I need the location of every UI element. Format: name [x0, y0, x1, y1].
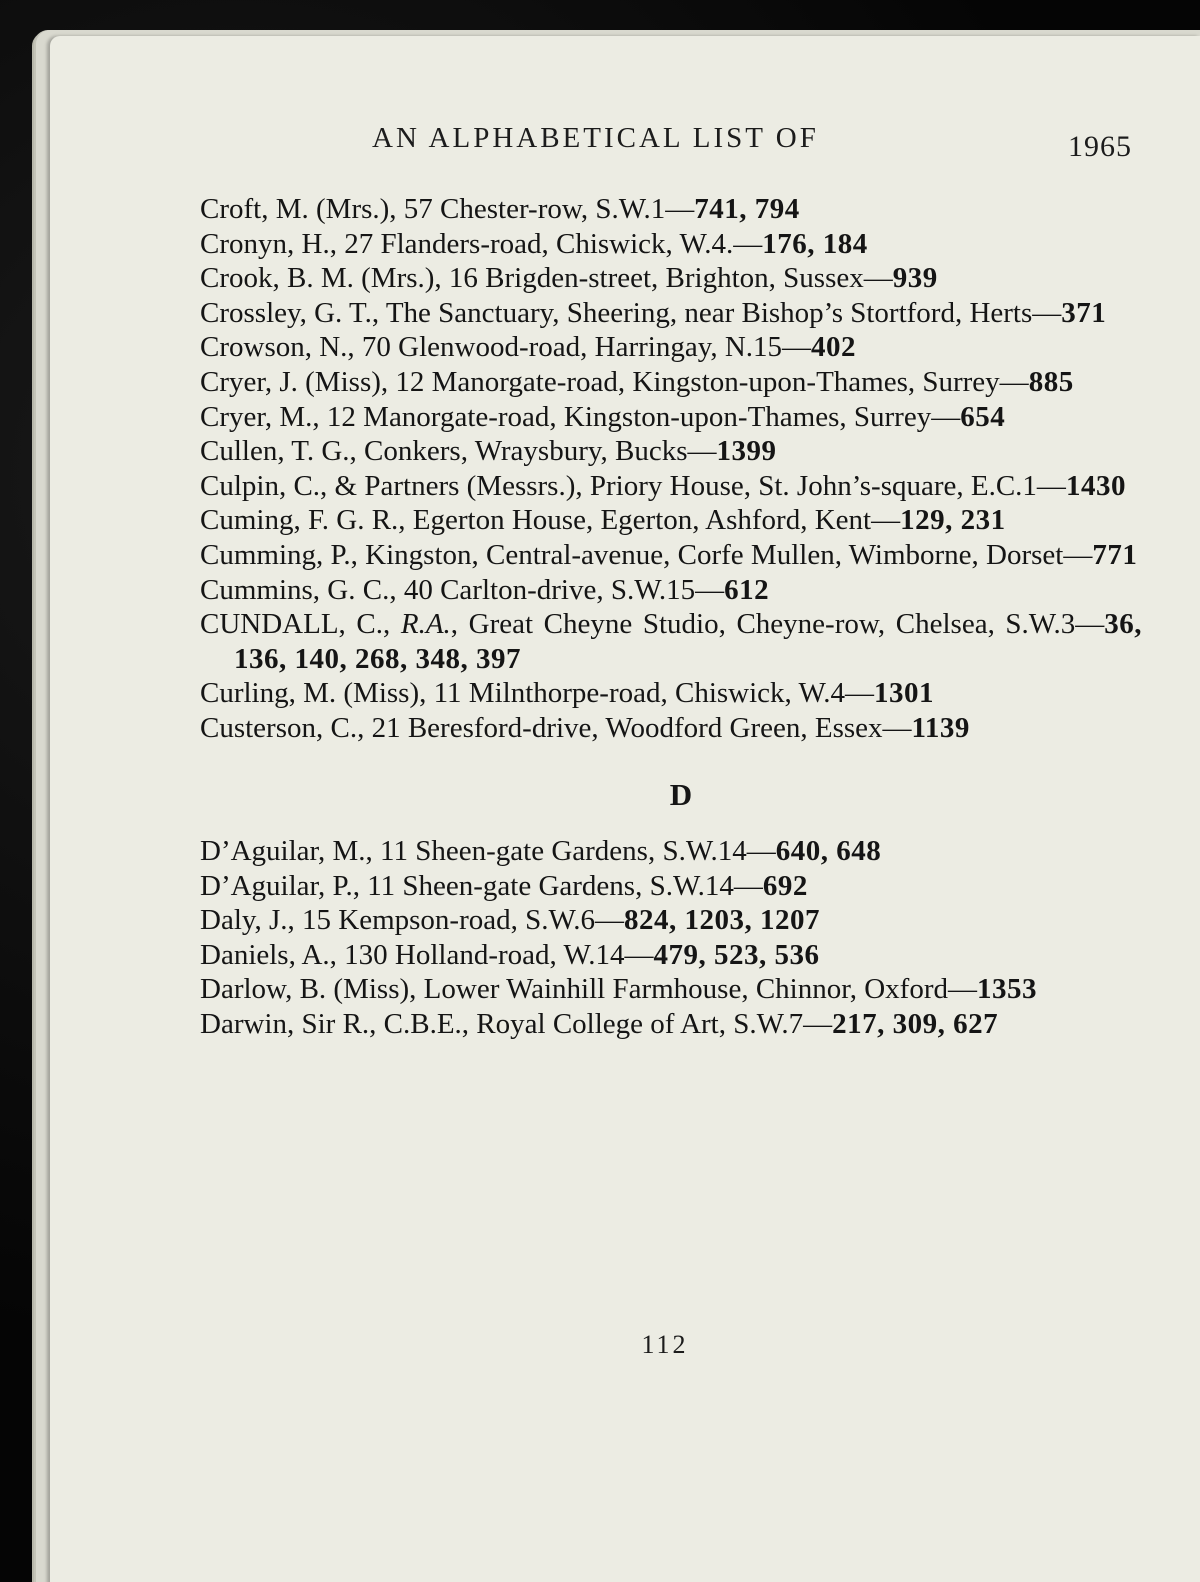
- running-head-year: 1965: [1068, 130, 1132, 163]
- list-entry: Cryer, M., 12 Manorgate-road, Kingston-upon-Thames, Surrey—654: [200, 400, 1006, 433]
- list-entry-cundall: CUNDALL, C., R.A., Great Cheyne Studio, Cheyne-row, Chelsea, S.W.3—36, 136, 140, 268, 348, 397: [200, 608, 1143, 675]
- running-head-title: AN ALPHABETICAL LIST OF: [372, 122, 819, 154]
- list-entry: Curling, M. (Miss), 11 Milnthorpe-road, Chiswick, W.4—1301: [200, 677, 934, 710]
- list-entry: Culpin, C., & Partners (Messrs.), Priory House, St. John’s-square, E.C.1—1430: [200, 469, 1126, 502]
- list-entry: Cuming, F. G. R., Egerton House, Egerton, Ashford, Kent—129, 231: [200, 504, 1006, 537]
- entry-list: [200, 192, 1142, 1042]
- list-entry: Croft, M. (Mrs.), 57 Chester-row, S.W.1—741, 794: [200, 193, 800, 225]
- page-number: 112: [641, 1330, 689, 1359]
- list-entry: Crook, B. M. (Mrs.), 16 Brigden-street, Brighton, Sussex—939: [200, 262, 938, 295]
- list-entry: Crowson, N., 70 Glenwood-road, Harringay, N.15—402: [200, 331, 857, 364]
- list-entry: Cullen, T. G., Conkers, Wraysbury, Bucks—1399: [200, 435, 777, 468]
- list-entry: Cumming, P., Kingston, Central-avenue, Corfe Mullen, Wimborne, Dorset—771: [200, 538, 1138, 571]
- section-heading-d: D: [669, 776, 693, 812]
- list-entry: Custerson, C., 21 Beresford-drive, Woodford Green, Essex—1139: [200, 711, 970, 744]
- list-entry: Daly, J., 15 Kempson-road, S.W.6—824, 1203, 1207: [200, 904, 820, 937]
- list-entry: D’Aguilar, P., 11 Sheen-gate Gardens, S.W.14—692: [200, 869, 808, 902]
- list-entry: Cronyn, H., 27 Flanders-road, Chiswick, W.4.—176, 184: [200, 227, 868, 260]
- list-entry: Crossley, G. T., The Sanctuary, Sheering, near Bishop’s Stortford, Herts—371: [200, 296, 1107, 329]
- list-entry: D’Aguilar, M., 11 Sheen-gate Gardens, S.W.14—640, 648: [200, 835, 882, 868]
- list-entry: Darwin, Sir R., C.B.E., Royal College of Art, S.W.7—217, 309, 627: [200, 1008, 999, 1041]
- list-entry: Cryer, J. (Miss), 12 Manorgate-road, Kingston-upon-Thames, Surrey—885: [200, 365, 1074, 398]
- list-entry: Cummins, G. C., 40 Carlton-drive, S.W.15—612: [200, 573, 770, 606]
- list-entry: Daniels, A., 130 Holland-road, W.14—479, 523, 536: [200, 938, 820, 971]
- list-entry: Darlow, B. (Miss), Lower Wainhill Farmhouse, Chinnor, Oxford—1353: [200, 973, 1037, 1006]
